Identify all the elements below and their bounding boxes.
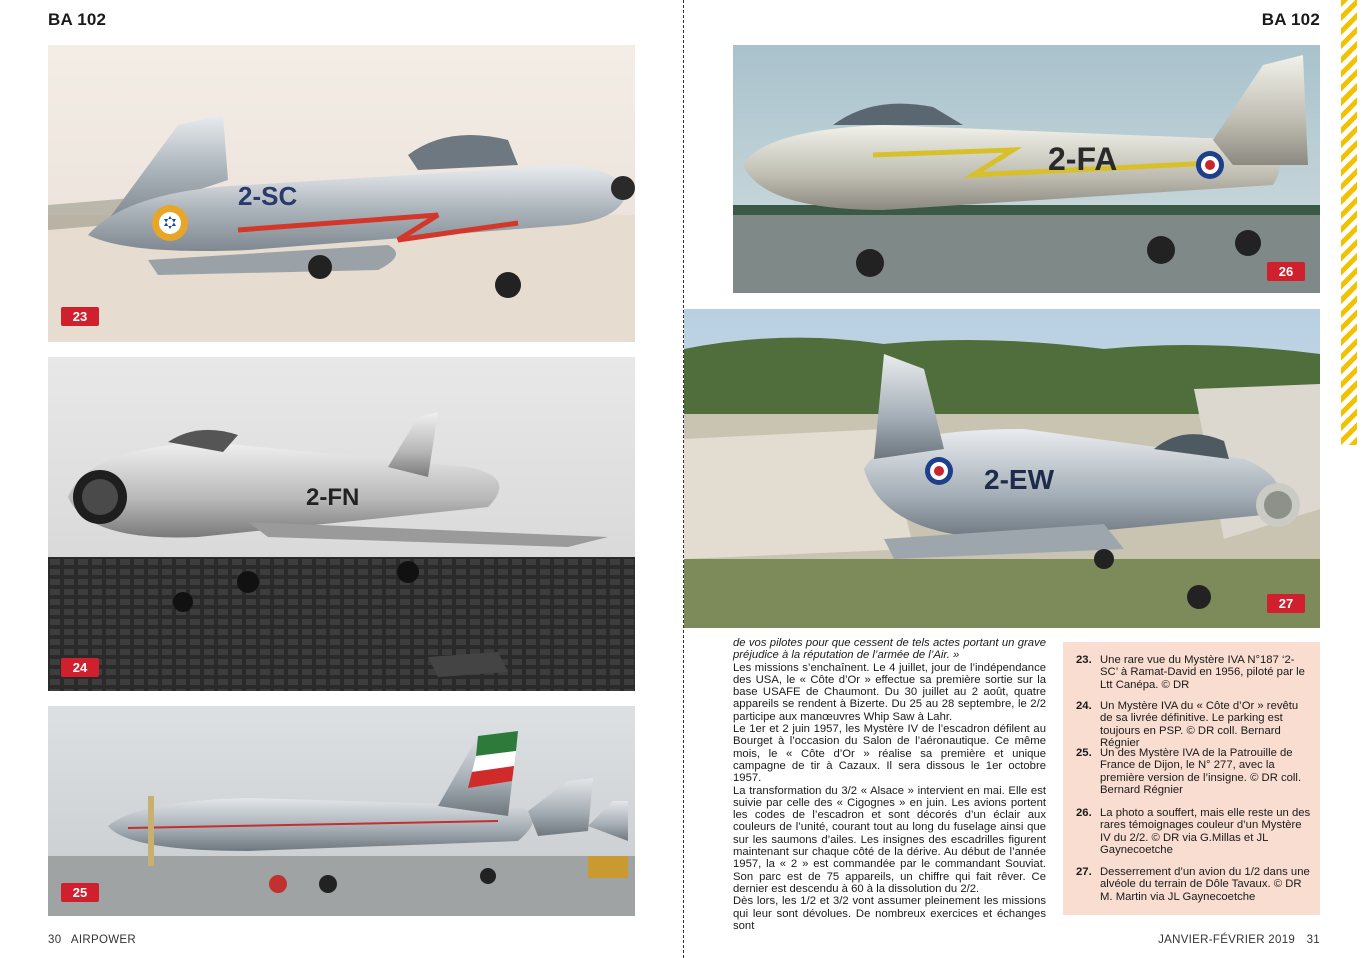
article-paragraph-5: Dès lors, les 1/2 et 3/2 vont assumer pleinement les missions qui leur sont dévolues. De nombreux exercices et échanges sont xyxy=(733,895,1046,932)
footer-right-page-number: 31 xyxy=(1306,934,1320,946)
photo-25-number-badge: 25 xyxy=(61,883,99,902)
caption-24-number: 24. xyxy=(1076,700,1092,712)
photo-26-tail-code: 2-FA xyxy=(1048,141,1118,177)
caption-27-number: 27. xyxy=(1076,866,1092,878)
caption-24 xyxy=(1076,700,1312,750)
photo-23-mystere-2-sc xyxy=(48,45,635,342)
caption-23 xyxy=(1076,654,1312,691)
caption-25-text: Un des Mystère IVA de la Patrouille de France de Dijon, le N° 277, avec la première version de l’insigne. © DR coll. Bernard Régnier xyxy=(1100,747,1302,797)
photo-25-patrouille-de-france-mysteres xyxy=(48,706,635,916)
photo-24-tail-code: 2-FN xyxy=(306,484,360,511)
photo-24-mystere-2-fn xyxy=(48,357,635,691)
photo-24-number-badge: 24 xyxy=(61,658,99,677)
caption-23-number: 23. xyxy=(1076,654,1092,666)
footer-right xyxy=(1158,934,1320,946)
footer-left xyxy=(48,934,136,946)
caption-27 xyxy=(1076,866,1312,903)
photo-27-tail-code: 2-EW xyxy=(984,464,1054,495)
article-paragraph-3: Le 1er et 2 juin 1957, les Mystère IV de l’escadron défilent au Bourget à l’occasion du Salon de l’aéronautique. Ce même mois, le « Côte d’Or » réalise sa première et unique campagne de tir à Cazaux. Il sera dissous le 1er octobre 1957. xyxy=(733,723,1046,785)
caption-24-text: Un Mystère IVA du « Côte d’Or » revêtu de sa livrée définitive. Le parking est toujours en PSP. © DR coll. Bernard Régnier xyxy=(1100,700,1299,750)
caption-23-text: Une rare vue du Mystère IVA N°187 ‘2-SC’ à Ramat-David en 1956, piloté par le Ltt Canépa. © DR xyxy=(1100,654,1305,691)
right-page-section-title: BA 102 xyxy=(1261,10,1320,29)
article-paragraph-1: de vos pilotes pour que cessent de tels actes portant un grave préjudice à la réputation de l’armée de l’Air. » xyxy=(733,637,1046,662)
footer-magazine-name: AIRPOWER xyxy=(70,934,136,946)
caption-26 xyxy=(1076,807,1312,857)
photo-23-number-badge: 23 xyxy=(61,307,99,326)
caption-25-number: 25. xyxy=(1076,747,1092,759)
caption-27-text: Desserrement d’un avion du 1/2 dans une alvéole du terrain de Dôle Tavaux. © DR M. Martin via JL Gaynecoetche xyxy=(1100,866,1310,903)
article-body xyxy=(733,637,1046,932)
caption-26-text: La photo a souffert, mais elle reste un des rares témoignages couleur d’un Mystère IV du 2/2. © DR via G.Millas et JL Gaynecoetche xyxy=(1100,807,1311,857)
article-paragraph-4: La transformation du 3/2 « Alsace » intervient en mai. Elle est suivie par celle des « Cigognes » en juin. Les avions portent les codes de l’escadron et sont décorés d’un éclair aux couleurs de l’unité, courant tout au long du fuselage ainsi que sur les saumons d’ailes. Les insignes des escadrilles figurent maintenant sur chaque côté de la dérive. Au début de l’année 1957, la « 2 » est commandée par le commandant Souviat. Son parc est de 75 appareils, un chiffre qui fait rêver. Ce dernier est descendu à 60 à la dissolution du 2/2. xyxy=(733,784,1046,895)
photo-27-number-badge: 27 xyxy=(1267,594,1305,613)
photo-23-tail-code: 2-SC xyxy=(238,181,298,211)
caption-25 xyxy=(1076,747,1312,797)
photo-26-number-badge: 26 xyxy=(1267,262,1305,281)
footer-left-page-number: 30 xyxy=(48,934,62,946)
left-page-section-title: BA 102 xyxy=(48,10,107,29)
photo-26-mystere-2-fa xyxy=(733,45,1320,293)
yellow-hazard-stripe xyxy=(1341,0,1357,445)
photo-captions-box xyxy=(1063,642,1320,915)
footer-issue-date: JANVIER-FÉVRIER 2019 xyxy=(1158,934,1296,946)
article-paragraph-2: Les missions s’enchaînent. Le 4 juillet, jour de l’indépendance des USA, le « Côte d’Or » effectue sa première sortie sur la base USAFE de Chaumont. Du 30 juillet au 2 août, quatre appareils se rendent à Bizerte. Du 25 au 28 septembre, le 2/2 participe aux manœuvres Whip Saw à Lahr. xyxy=(733,661,1046,723)
caption-26-number: 26. xyxy=(1076,807,1092,819)
photo-27-mystere-2-ew xyxy=(684,309,1320,628)
